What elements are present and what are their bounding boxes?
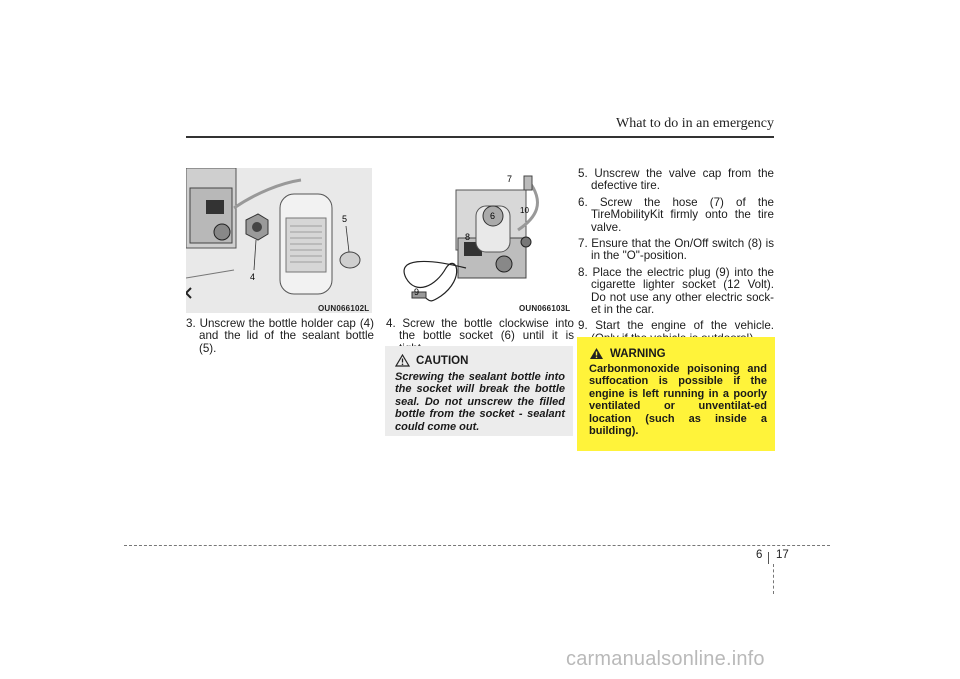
step-5: 5. Unscrew the valve cap from the defective tire.: [578, 167, 774, 193]
bottle-socket-illustration: [386, 168, 572, 313]
callout-5: 5: [342, 214, 348, 224]
step-3: 3. Unscrew the bottle holder cap (4) and the lid of the sealant bottle (5).: [186, 317, 374, 355]
header-rule: [186, 136, 774, 138]
figure-bottle-socket: [386, 168, 572, 313]
warning-title: WARNING: [610, 347, 666, 360]
callout-7: 7: [507, 174, 513, 184]
step-7: 7. Ensure that the On/Off switch (8) is in the "O"-position.: [578, 237, 774, 263]
caution-title: CAUTION: [416, 354, 469, 367]
chapter-number: 6: [756, 549, 763, 561]
step-6: 6. Screw the hose (7) of the TireMobilityKit firmly onto the tire valve.: [578, 195, 774, 234]
caution-text: Screwing the sealant bottle into the socket will break the bottle seal. Do not unscrew the filled bottle from the socket - sealant could come out.: [395, 371, 565, 433]
callout-9: 9: [414, 287, 420, 297]
figure-code-2: OUN066103L: [519, 304, 571, 313]
step-8: 8. Place the electric plug (9) into the cigarette lighter socket (12 Volt). Do not use any other electric sock-et in the car.: [578, 265, 774, 317]
section-title: What to do in an emergency: [616, 116, 774, 131]
caution-triangle-icon: [395, 354, 410, 367]
warning-box: [577, 337, 775, 451]
caution-box: [385, 346, 573, 436]
figure-code-1: OUN066102L: [318, 304, 370, 313]
steps-column-3: [578, 168, 774, 349]
step-9: 9. Start the engine of the vehicle.: [578, 319, 774, 333]
figure-bottle-holder: [186, 168, 372, 313]
warning-text: Carbonmonoxide poisoning and suffocation is possible if the engine is left running in a poorly ventilated or unventilat-ed location (such as inside a building).: [589, 363, 767, 438]
footer-tick: [773, 564, 774, 594]
warning-triangle-icon: [589, 347, 604, 360]
steps-column-1: [186, 318, 374, 359]
bottle-holder-illustration: [186, 168, 372, 313]
page-ref-divider: [768, 552, 769, 564]
warning-header: [589, 347, 767, 360]
callout-6: 6: [490, 211, 496, 221]
caution-header: [395, 354, 565, 367]
step-4: 4. Screw the bottle clockwise into the bottle socket (6) until it is: [386, 317, 574, 343]
footer-rule: [124, 545, 830, 546]
callout-4: 4: [250, 272, 256, 282]
callout-10: 10: [520, 206, 529, 215]
page-number: 17: [776, 549, 789, 561]
callout-8: 8: [465, 232, 471, 242]
watermark: carmanualsonline.info: [566, 648, 765, 670]
